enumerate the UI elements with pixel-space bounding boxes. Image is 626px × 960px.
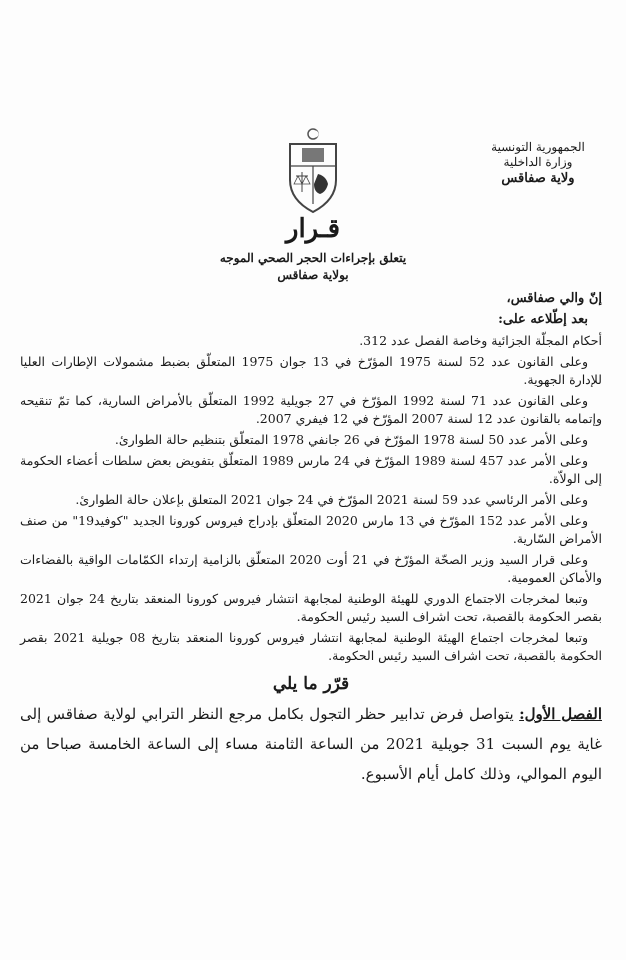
subject-line-2: بولاية صفاقس xyxy=(277,268,349,282)
republic-line: الجمهورية التونسية xyxy=(491,140,585,154)
legal-reference: وعلى القانون عدد 52 لسنة 1975 المؤرّخ في 13 جوان 1975 المتعلّق بضبط مشمولات الإطارات العليا للإدارة الجهوية. xyxy=(20,354,602,387)
legal-reference: وعلى الأمر عدد 152 المؤرّخ في 13 مارس 2020 المتعلّق بإدراج فيروس كورونا الجديد "كوفيد19" من صنف الأمراض السّارية. xyxy=(20,513,602,546)
article-one-text: يتواصل فرض تدابير حظر التجول بكامل مرجع النظر الترابي لولاية صفاقس إلى غاية يوم السبت 31 جويلية 2021 من الساعة الثامنة مساء إلى الساعة الخامسة صباحا من اليوم الموالي، وذلك كامل أيام الأسبوع. xyxy=(20,705,602,783)
legal-reference: وعلى الأمر الرئاسي عدد 59 لسنة 2021 المؤرّخ في 24 جوان 2021 المتعلق بإعلان حالة الطوارئ. xyxy=(75,492,588,507)
subject-line-1: يتعلق بإجراءات الحجر الصحي الموجه xyxy=(219,251,407,265)
legal-reference: وعلى قرار السيد وزير الصحّة المؤرّخ في 21 أوت 2020 المتعلّق بالزامية إرتداء الكمّامات الواقية بالفضاءات والأماكن العمومية. xyxy=(20,552,602,585)
decision-subject xyxy=(0,250,626,284)
tunisia-coat-of-arms-icon xyxy=(282,128,344,216)
article-one xyxy=(20,699,602,789)
legal-reference: وتبعا لمخرجات اجتماع الهيئة الوطنية لمجابهة انتشار فيروس كورونا المنعقد بتاريخ 08 جويلية 2021 بقصر الحكومة بالقصبة، تحت اشراف السيد رئيس الحكومة. xyxy=(20,630,602,663)
legal-reference: وعلى الأمر عدد 50 لسنة 1978 المؤرّخ في 26 جانفي 1978 المتعلّق بتنظيم حالة الطوارئ. xyxy=(114,432,588,447)
legal-reference: وتبعا لمخرجات الاجتماع الدوري للهيئة الوطنية لمجابهة انتشار فيروس كورونا المنعقد بتاريخ 24 جوان 2021 بقصر الحكومة بالقصبة، تحت اشراف السيد رئيس الحكومة. xyxy=(20,591,602,624)
decision-body xyxy=(20,290,602,792)
legal-reference: وعلى الأمر عدد 457 لسنة 1989 المؤرّخ في 24 مارس 1989 المتعلّق بتفويض بعض سلطات أعضاء الحكومة إلى الولاّة. xyxy=(20,453,602,486)
governor-line: إنّ والي صفاقس، xyxy=(506,291,602,306)
legal-reference: أحكام المجلّة الجزائية وخاصة الفصل عدد 312. xyxy=(359,333,602,348)
governorate-line: ولاية صفاقس xyxy=(501,171,575,186)
ministry-line: وزارة الداخلية xyxy=(503,155,573,169)
legal-reference: وعلى القانون عدد 71 لسنة 1992 المؤرّخ في 27 جويلية 1992 المتعلّق بالأمراض السارية، كما تمّ تنقيحه وإتمامه بالقانون عدد 12 لسنة 2007 المؤرّخ في 12 فيفري 2007. xyxy=(20,393,602,426)
decided-heading: قرّر ما يلي xyxy=(272,674,350,694)
issuer-header xyxy=(478,140,598,186)
decision-title: قـرار xyxy=(285,214,341,244)
after-review-line: بعد إطّلاعه على: xyxy=(498,312,588,327)
article-one-label: الفصل الأول: xyxy=(519,705,602,723)
